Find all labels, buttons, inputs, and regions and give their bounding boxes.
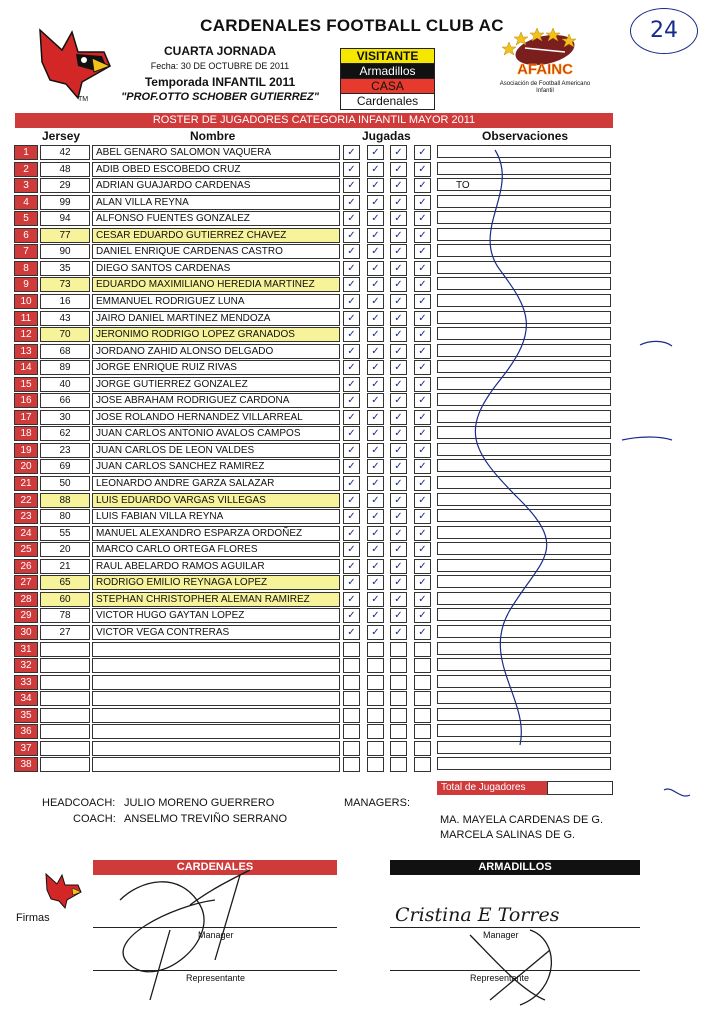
row-number: 6 — [14, 228, 38, 243]
coach-label: COACH: — [73, 813, 116, 825]
row-number: 12 — [14, 327, 38, 342]
jugada-check-3[interactable]: ✓ — [390, 294, 407, 309]
jugada-check-1[interactable]: ✓ — [343, 294, 360, 309]
cardenales-bar: CARDENALES — [93, 860, 337, 875]
jugada-check-1[interactable]: ✓ — [343, 509, 360, 524]
player-name[interactable]: RODRIGO EMILIO REYNAGA LOPEZ — [92, 575, 340, 590]
jugada-check-3[interactable]: ✓ — [390, 145, 407, 160]
jugada-check-1[interactable]: ✓ — [343, 145, 360, 160]
jugada-check-1[interactable]: ✓ — [343, 443, 360, 458]
row-number: 16 — [14, 393, 38, 408]
jugada-check-2[interactable]: ✓ — [367, 476, 384, 491]
observaciones-scribble — [475, 150, 546, 745]
jugada-check-3[interactable]: ✓ — [390, 592, 407, 607]
jugada-check-4[interactable]: ✓ — [414, 559, 431, 574]
margin-mark-2 — [640, 341, 672, 346]
player-name[interactable]: STEPHAN CHRISTOPHER ALEMAN RAMIREZ — [92, 592, 340, 607]
player-name[interactable]: EDUARDO MAXIMILIANO HEREDIA MARTINEZ — [92, 277, 340, 292]
jugada-check-3[interactable]: ✓ — [390, 344, 407, 359]
jugada-check-3[interactable]: ✓ — [390, 426, 407, 441]
col-observaciones: Observaciones — [482, 129, 569, 143]
jugada-check-3[interactable]: ✓ — [390, 476, 407, 491]
row-number: 7 — [14, 244, 38, 259]
jersey-number[interactable]: 27 — [40, 625, 90, 640]
player-name[interactable]: JOSE ROLANDO HERNANDEZ VILLARREAL — [92, 410, 340, 425]
jugada-check-2[interactable]: ✓ — [367, 559, 384, 574]
jersey-number[interactable]: 29 — [40, 178, 90, 193]
jugada-check-2[interactable]: ✓ — [367, 377, 384, 392]
jugada-check-1[interactable]: ✓ — [343, 476, 360, 491]
player-name[interactable]: JORGE ENRIQUE RUIZ RIVAS — [92, 360, 340, 375]
jugada-check-3[interactable]: ✓ — [390, 526, 407, 541]
jugada-check-1[interactable]: ✓ — [343, 625, 360, 640]
jugada-check-2[interactable]: ✓ — [367, 526, 384, 541]
player-name[interactable]: MANUEL ALEXANDRO ESPARZA ORDOÑEZ — [92, 526, 340, 541]
player-name[interactable]: ALAN VILLA REYNA — [92, 195, 340, 210]
jugada-check-3[interactable]: ✓ — [390, 244, 407, 259]
jugada-check-4[interactable]: ✓ — [414, 526, 431, 541]
afainc-text: AFAINC — [517, 61, 573, 76]
jugada-check-3[interactable]: ✓ — [390, 493, 407, 508]
jugada-check-1[interactable]: ✓ — [343, 244, 360, 259]
jugada-check-2[interactable]: ✓ — [367, 211, 384, 226]
jugada-check-1[interactable]: ✓ — [343, 493, 360, 508]
casa-label: CASA — [340, 78, 435, 95]
jersey-number[interactable]: 42 — [40, 145, 90, 160]
jersey-number[interactable]: 21 — [40, 559, 90, 574]
jornada: CUARTA JORNADA — [164, 44, 276, 58]
jugada-check-3[interactable]: ✓ — [390, 195, 407, 210]
jersey-number[interactable]: 23 — [40, 443, 90, 458]
total-label: Total de Jugadores — [437, 781, 547, 795]
jersey-number[interactable]: 20 — [40, 542, 90, 557]
player-name[interactable]: JAIRO DANIEL MARTINEZ MENDOZA — [92, 311, 340, 326]
jugada-check-1[interactable]: ✓ — [343, 195, 360, 210]
jersey-number[interactable]: 60 — [40, 592, 90, 607]
jersey-number[interactable]: 90 — [40, 244, 90, 259]
jugada-check-3[interactable]: ✓ — [390, 459, 407, 474]
jugada-check-1[interactable]: ✓ — [343, 426, 360, 441]
jugada-check-3[interactable]: ✓ — [390, 277, 407, 292]
jugada-check-2[interactable]: ✓ — [367, 509, 384, 524]
jugada-check-2[interactable]: ✓ — [367, 410, 384, 425]
jugada-check-4[interactable]: ✓ — [414, 410, 431, 425]
jugada-check-2[interactable]: ✓ — [367, 542, 384, 557]
row-number: 21 — [14, 476, 38, 491]
jugada-check-4[interactable]: ✓ — [414, 145, 431, 160]
player-name[interactable]: ADIB OBED ESCOBEDO CRUZ — [92, 162, 340, 177]
right-signature: Cristina E Torres — [395, 904, 560, 926]
jugada-check-2[interactable]: ✓ — [367, 228, 384, 243]
fecha: Fecha: 30 DE OCTUBRE DE 2011 — [150, 61, 290, 71]
jugada-check-2[interactable]: ✓ — [367, 393, 384, 408]
jugada-check-4[interactable]: ✓ — [414, 476, 431, 491]
jugada-check-4[interactable]: ✓ — [414, 542, 431, 557]
jugada-check-3[interactable]: ✓ — [390, 542, 407, 557]
jugada-check-4[interactable]: ✓ — [414, 509, 431, 524]
jugada-check-4[interactable]: ✓ — [414, 178, 431, 193]
jugada-check-3[interactable]: ✓ — [390, 410, 407, 425]
jugada-check-4[interactable]: ✓ — [414, 211, 431, 226]
jugada-check-1[interactable]: ✓ — [343, 178, 360, 193]
jersey-number[interactable]: 94 — [40, 211, 90, 226]
coach-name: ANSELMO TREVIÑO SERRANO — [124, 813, 287, 825]
jugada-check-4[interactable]: ✓ — [414, 608, 431, 623]
jugada-check-4[interactable]: ✓ — [414, 493, 431, 508]
player-name[interactable]: MARCO CARLO ORTEGA FLORES — [92, 542, 340, 557]
row-number: 26 — [14, 559, 38, 574]
jugada-check-1[interactable]: ✓ — [343, 526, 360, 541]
row-number: 30 — [14, 625, 38, 640]
jersey-number[interactable]: 77 — [40, 228, 90, 243]
jugada-check-1[interactable]: ✓ — [343, 377, 360, 392]
jersey-number[interactable]: 66 — [40, 393, 90, 408]
player-name[interactable]: JOSE ABRAHAM RODRIGUEZ CARDONA — [92, 393, 340, 408]
jugada-check-2[interactable]: ✓ — [367, 344, 384, 359]
jugada-check-1[interactable]: ✓ — [343, 459, 360, 474]
row-number: 2 — [14, 162, 38, 177]
page-number: 24 — [650, 18, 678, 43]
jugada-check-4[interactable]: ✓ — [414, 344, 431, 359]
row-number: 22 — [14, 493, 38, 508]
observaciones-field[interactable]: TO — [437, 178, 611, 191]
row-number: 36 — [14, 724, 38, 739]
row-number: 17 — [14, 410, 38, 425]
right-signature-scribble — [470, 930, 551, 1005]
jugada-check-4[interactable]: ✓ — [414, 162, 431, 177]
jugada-check-2[interactable]: ✓ — [367, 575, 384, 590]
row-number: 18 — [14, 426, 38, 441]
jugada-check-1[interactable]: ✓ — [343, 608, 360, 623]
jugada-check-1[interactable]: ✓ — [343, 559, 360, 574]
jugada-check-1[interactable]: ✓ — [343, 592, 360, 607]
jugada-check-2[interactable]: ✓ — [367, 327, 384, 342]
jugada-check-1[interactable]: ✓ — [343, 228, 360, 243]
manager-2: MARCELA SALINAS DE G. — [440, 829, 576, 841]
jersey-number[interactable]: 99 — [40, 195, 90, 210]
jugada-check-2[interactable]: ✓ — [367, 311, 384, 326]
player-name[interactable]: JERONIMO RODRIGO LOPEZ GRANADOS — [92, 327, 340, 342]
jersey-number[interactable]: 48 — [40, 162, 90, 177]
jugada-check-2[interactable]: ✓ — [367, 145, 384, 160]
row-number: 34 — [14, 691, 38, 706]
row-number: 19 — [14, 443, 38, 458]
jugada-check-2[interactable]: ✓ — [367, 195, 384, 210]
jugada-check-2[interactable]: ✓ — [367, 459, 384, 474]
jersey-number[interactable]: 55 — [40, 526, 90, 541]
jugada-check-1[interactable]: ✓ — [343, 327, 360, 342]
jugada-check-2[interactable]: ✓ — [367, 608, 384, 623]
jugada-check-3[interactable]: ✓ — [390, 311, 407, 326]
jugada-check-4[interactable]: ✓ — [414, 592, 431, 607]
jugada-check-2[interactable]: ✓ — [367, 277, 384, 292]
jugada-check-2[interactable]: ✓ — [367, 493, 384, 508]
jersey-number[interactable]: 80 — [40, 509, 90, 524]
jugada-check-4[interactable]: ✓ — [414, 393, 431, 408]
jugada-check-1[interactable]: ✓ — [343, 575, 360, 590]
row-number: 24 — [14, 526, 38, 541]
player-name[interactable]: DIEGO SANTOS CARDENAS — [92, 261, 340, 276]
jugada-check-2[interactable]: ✓ — [367, 162, 384, 177]
player-name[interactable]: ADRIAN GUAJARDO CARDENAS — [92, 178, 340, 193]
manager-1: MA. MAYELA CARDENAS DE G. — [440, 814, 604, 826]
player-name[interactable]: LUIS EDUARDO VARGAS VILLEGAS — [92, 493, 340, 508]
player-name[interactable]: JUAN CARLOS SANCHEZ RAMIREZ — [92, 459, 340, 474]
jugada-check-3[interactable]: ✓ — [390, 575, 407, 590]
jersey-number[interactable]: 89 — [40, 360, 90, 375]
jugada-check-4[interactable]: ✓ — [414, 261, 431, 276]
jugada-check-1[interactable]: ✓ — [343, 162, 360, 177]
row-number: 37 — [14, 741, 38, 756]
left-rep-label: Representante — [186, 973, 246, 983]
row-number: 13 — [14, 344, 38, 359]
jersey-number[interactable]: 50 — [40, 476, 90, 491]
jugada-check-3[interactable]: ✓ — [390, 509, 407, 524]
row-number: 28 — [14, 592, 38, 607]
jugada-check-2[interactable]: ✓ — [367, 360, 384, 375]
left-manager-label: Manager — [198, 930, 234, 940]
jersey-number[interactable]: 73 — [40, 277, 90, 292]
row-number: 31 — [14, 642, 38, 657]
right-manager-label: Manager — [483, 930, 519, 940]
temporada: Temporada INFANTIL 2011 — [144, 75, 296, 89]
row-number: 5 — [14, 211, 38, 226]
jugada-check-3[interactable]: ✓ — [390, 261, 407, 276]
row-number: 29 — [14, 608, 38, 623]
jugada-check-1[interactable]: ✓ — [343, 261, 360, 276]
row-number: 1 — [14, 145, 38, 160]
tm-mark: TM — [78, 96, 89, 103]
headcoach-name: JULIO MORENO GUERRERO — [124, 797, 275, 809]
left-signature — [120, 870, 250, 1000]
jersey-number[interactable]: 70 — [40, 327, 90, 342]
player-name[interactable]: ALFONSO FUENTES GONZALEZ — [92, 211, 340, 226]
jugada-check-4[interactable]: ✓ — [414, 277, 431, 292]
player-name[interactable]: RAUL ABELARDO RAMOS AGUILAR — [92, 559, 340, 574]
jugada-check-4[interactable]: ✓ — [414, 311, 431, 326]
row-number: 14 — [14, 360, 38, 375]
club-title: CARDENALES FOOTBALL CLUB AC — [200, 16, 504, 35]
jersey-number[interactable]: 68 — [40, 344, 90, 359]
jersey-number[interactable]: 62 — [40, 426, 90, 441]
jugada-check-3[interactable]: ✓ — [390, 360, 407, 375]
row-number: 4 — [14, 195, 38, 210]
right-rep-label: Representante — [470, 973, 530, 983]
row-number: 11 — [14, 311, 38, 326]
jugada-check-3[interactable]: ✓ — [390, 178, 407, 193]
jugada-check-4[interactable]: ✓ — [414, 459, 431, 474]
jugada-check-1[interactable]: ✓ — [343, 344, 360, 359]
jugada-check-1[interactable]: ✓ — [343, 360, 360, 375]
jugada-check-2[interactable]: ✓ — [367, 625, 384, 640]
row-number: 10 — [14, 294, 38, 309]
jugada-check-3[interactable]: ✓ — [390, 211, 407, 226]
headcoach-label: HEADCOACH: — [42, 797, 116, 809]
row-number: 27 — [14, 575, 38, 590]
jugada-check-4[interactable]: ✓ — [414, 575, 431, 590]
stadium-name: "PROF.OTTO SCHOBER GUTIERREZ" — [121, 91, 319, 103]
casa-team: Cardenales — [340, 93, 435, 110]
jugada-check-4[interactable]: ✓ — [414, 360, 431, 375]
jugada-check-3[interactable]: ✓ — [390, 393, 407, 408]
col-nombre: Nombre — [190, 129, 236, 143]
margin-mark-3 — [664, 789, 690, 796]
jugada-check-1[interactable]: ✓ — [343, 410, 360, 425]
player-name[interactable]: CESAR EDUARDO GUTIERREZ CHAVEZ — [92, 228, 340, 243]
jugada-check-2[interactable]: ✓ — [367, 592, 384, 607]
jersey-number[interactable]: 16 — [40, 294, 90, 309]
player-name[interactable]: LUIS FABIAN VILLA REYNA — [92, 509, 340, 524]
jugada-check-1[interactable]: ✓ — [343, 211, 360, 226]
jugada-check-4[interactable]: ✓ — [414, 327, 431, 342]
jugada-check-4[interactable]: ✓ — [414, 294, 431, 309]
jugada-check-4[interactable]: ✓ — [414, 426, 431, 441]
row-number: 8 — [14, 261, 38, 276]
row-number: 35 — [14, 708, 38, 723]
player-name[interactable]: EMMANUEL RODRIGUEZ LUNA — [92, 294, 340, 309]
row-number: 23 — [14, 509, 38, 524]
col-jersey: Jersey — [42, 129, 81, 143]
player-name[interactable]: VICTOR VEGA CONTRERAS — [92, 625, 340, 640]
jugada-check-2[interactable]: ✓ — [367, 178, 384, 193]
jersey-number[interactable]: 40 — [40, 377, 90, 392]
row-number: 32 — [14, 658, 38, 673]
col-jugadas: Jugadas — [362, 129, 411, 143]
roster-title: ROSTER DE JUGADORES CATEGORIA INFANTIL MAYOR 2011 — [15, 113, 613, 128]
jugada-check-3[interactable]: ✓ — [390, 559, 407, 574]
firmas-label: Firmas — [16, 912, 50, 924]
jugada-check-2[interactable]: ✓ — [367, 426, 384, 441]
margin-mark-1 — [622, 437, 672, 440]
jersey-number[interactable]: 65 — [40, 575, 90, 590]
jugada-check-2[interactable]: ✓ — [367, 294, 384, 309]
jugada-check-2[interactable]: ✓ — [367, 244, 384, 259]
row-number: 20 — [14, 459, 38, 474]
visitante-team: Armadillos — [340, 63, 435, 80]
row-number: 9 — [14, 277, 38, 292]
player-name[interactable]: JORDANO ZAHID ALONSO DELGADO — [92, 344, 340, 359]
jugada-check-4[interactable]: ✓ — [414, 625, 431, 640]
player-name[interactable]: LEONARDO ANDRE GARZA SALAZAR — [92, 476, 340, 491]
jugada-check-4[interactable]: ✓ — [414, 377, 431, 392]
managers-label: MANAGERS: — [344, 797, 411, 809]
jugada-check-1[interactable]: ✓ — [343, 393, 360, 408]
jersey-number[interactable]: 30 — [40, 410, 90, 425]
player-name[interactable]: ABEL GENARO SALOMON VAQUERA — [92, 145, 340, 160]
jugada-check-3[interactable]: ✓ — [390, 377, 407, 392]
row-number: 33 — [14, 675, 38, 690]
jersey-number[interactable]: 88 — [40, 493, 90, 508]
player-name[interactable]: DANIEL ENRIQUE CARDENAS CASTRO — [92, 244, 340, 259]
jugada-check-3[interactable]: ✓ — [390, 228, 407, 243]
jugada-check-3[interactable]: ✓ — [390, 608, 407, 623]
jersey-number[interactable]: 35 — [40, 261, 90, 276]
row-number: 25 — [14, 542, 38, 557]
jugada-check-2[interactable]: ✓ — [367, 443, 384, 458]
jugada-check-3[interactable]: ✓ — [390, 625, 407, 640]
jugada-check-2[interactable]: ✓ — [367, 261, 384, 276]
row-number: 3 — [14, 178, 38, 193]
jugada-check-4[interactable]: ✓ — [414, 228, 431, 243]
jugada-check-1[interactable]: ✓ — [343, 311, 360, 326]
row-number: 38 — [14, 757, 38, 772]
jugada-check-1[interactable]: ✓ — [343, 542, 360, 557]
player-name[interactable]: JUAN CARLOS ANTONIO AVALOS CAMPOS — [92, 426, 340, 441]
player-name[interactable]: VICTOR HUGO GAYTAN LOPEZ — [92, 608, 340, 623]
jersey-number[interactable]: 78 — [40, 608, 90, 623]
player-name[interactable]: JUAN CARLOS DE LEON VALDES — [92, 443, 340, 458]
jugada-check-4[interactable]: ✓ — [414, 244, 431, 259]
afainc-subtitle: Asociación de Football Americano Infantil — [499, 81, 591, 94]
armadillos-bar: ARMADILLOS — [390, 860, 640, 875]
player-name[interactable]: JORGE GUTIERREZ GONZALEZ — [92, 377, 340, 392]
jugada-check-4[interactable]: ✓ — [414, 195, 431, 210]
jersey-number[interactable]: 69 — [40, 459, 90, 474]
jersey-number[interactable]: 43 — [40, 311, 90, 326]
jugada-check-1[interactable]: ✓ — [343, 277, 360, 292]
visitante-label: VISITANTE — [340, 48, 435, 65]
row-number: 15 — [14, 377, 38, 392]
jugada-check-4[interactable]: ✓ — [414, 443, 431, 458]
jugada-check-3[interactable]: ✓ — [390, 327, 407, 342]
jugada-check-3[interactable]: ✓ — [390, 162, 407, 177]
jugada-check-3[interactable]: ✓ — [390, 443, 407, 458]
